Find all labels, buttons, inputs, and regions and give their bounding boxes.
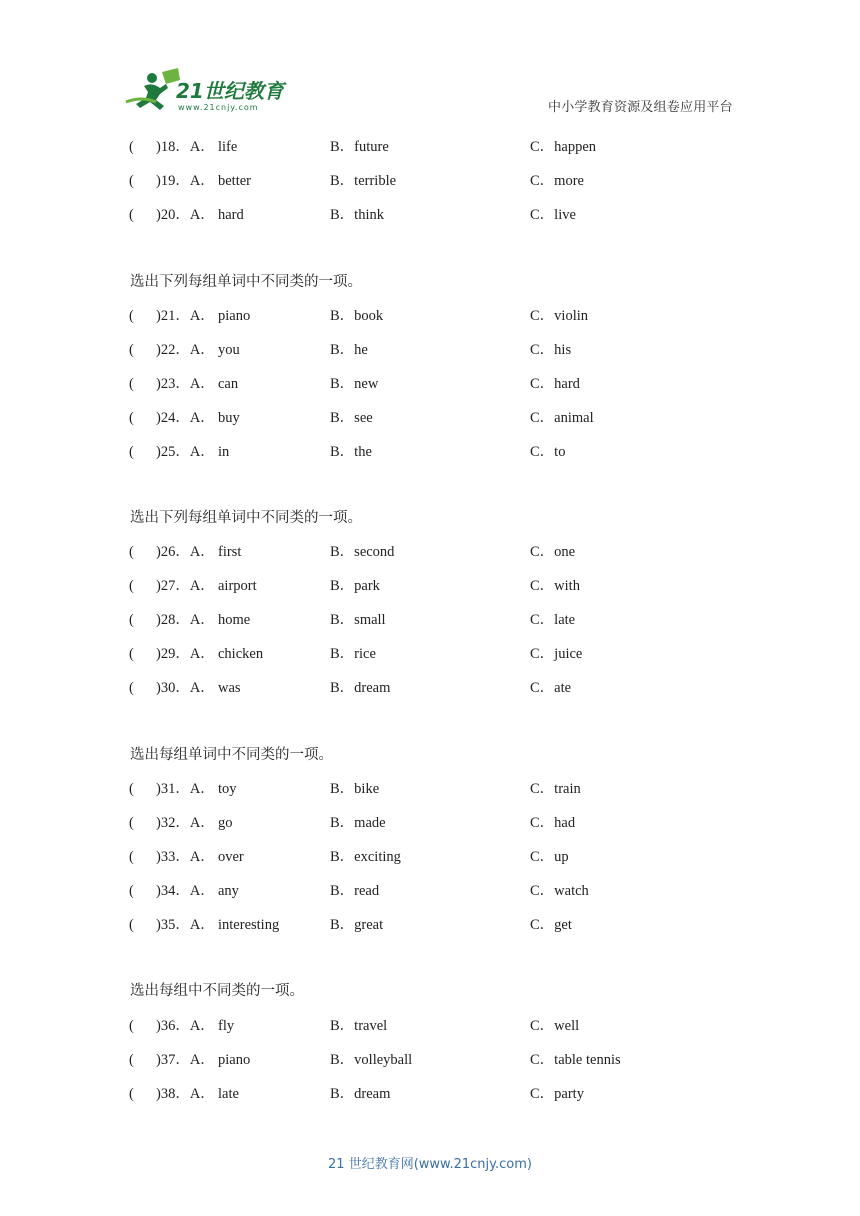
option-c: C．live (530, 207, 576, 223)
option-a: better (218, 173, 252, 189)
option-c: C．his (530, 342, 572, 358)
option-a: interesting (218, 917, 280, 933)
question-row (0, 205, 860, 225)
option-b: B．volleyball (330, 1052, 413, 1068)
question-number: )29．A． (156, 646, 215, 662)
question-number: )37．A． (156, 1052, 215, 1068)
answer-paren[interactable]: ( (129, 883, 134, 899)
section-instruction: 选出下列每组单词中不同类的一项。 (130, 274, 362, 290)
answer-paren[interactable]: ( (129, 646, 134, 662)
question-number: )20．A． (156, 207, 215, 223)
option-b: B．future (330, 139, 389, 155)
option-c: C．to (530, 444, 566, 460)
question-row (0, 881, 860, 901)
answer-paren[interactable]: ( (129, 410, 134, 426)
question-number: )27．A． (156, 578, 215, 594)
option-b: B．travel (330, 1018, 388, 1034)
runner-logo-icon (122, 66, 292, 114)
question-number: )26．A． (156, 544, 215, 560)
question-row (0, 813, 860, 833)
answer-paren[interactable]: ( (129, 308, 134, 324)
question-row (0, 442, 860, 462)
question-number: )28．A． (156, 612, 215, 628)
option-a: life (218, 139, 238, 155)
option-b: B．rice (330, 646, 376, 662)
question-number: )32．A． (156, 815, 215, 831)
question-number: )19．A． (156, 173, 215, 189)
option-a: chicken (218, 646, 264, 662)
question-row (0, 610, 860, 630)
question-number: )25．A． (156, 444, 215, 460)
option-a: hard (218, 207, 244, 223)
question-row (0, 171, 860, 191)
question-number: )33．A． (156, 849, 215, 865)
option-c: C．happen (530, 139, 597, 155)
option-c: C．one (530, 544, 576, 560)
option-a: fly (218, 1018, 235, 1034)
option-c: C．hard (530, 376, 580, 392)
question-number: )22．A． (156, 342, 215, 358)
option-a: toy (218, 781, 237, 797)
answer-paren[interactable]: ( (129, 173, 134, 189)
question-number: )31．A． (156, 781, 215, 797)
question-number: )18．A． (156, 139, 215, 155)
option-a: was (218, 680, 241, 696)
option-a: home (218, 612, 251, 628)
answer-paren[interactable]: ( (129, 444, 134, 460)
option-b: B．dream (330, 1086, 391, 1102)
question-row (0, 1050, 860, 1070)
option-b: B．great (330, 917, 384, 933)
page-footer: 21 世纪教育网(www.21cnjy.com) (328, 1157, 532, 1172)
question-row (0, 678, 860, 698)
answer-paren[interactable]: ( (129, 1018, 134, 1034)
option-a: airport (218, 578, 257, 594)
question-row (0, 644, 860, 664)
option-c: C．had (530, 815, 576, 831)
question-number: )21．A． (156, 308, 215, 324)
option-b: B．park (330, 578, 380, 594)
option-a: buy (218, 410, 240, 426)
question-row (0, 340, 860, 360)
option-a: late (218, 1086, 239, 1102)
option-b: B．terrible (330, 173, 397, 189)
answer-paren[interactable]: ( (129, 139, 134, 155)
question-row (0, 1016, 860, 1036)
header-platform-name: 中小学教育资源及组卷应用平台 (548, 100, 733, 115)
question-row (0, 847, 860, 867)
option-b: B．dream (330, 680, 391, 696)
option-a: can (218, 376, 239, 392)
option-b: B．read (330, 883, 380, 899)
option-b: B．the (330, 444, 372, 460)
option-c: C．animal (530, 410, 594, 426)
answer-paren[interactable]: ( (129, 376, 134, 392)
question-number: )24．A． (156, 410, 215, 426)
page-header (0, 0, 860, 130)
option-a: piano (218, 1052, 251, 1068)
option-b: B．see (330, 410, 373, 426)
answer-paren[interactable]: ( (129, 1052, 134, 1068)
option-c: C．more (530, 173, 584, 189)
answer-paren[interactable]: ( (129, 1086, 134, 1102)
option-c: C．get (530, 917, 572, 933)
question-row (0, 408, 860, 428)
option-a: piano (218, 308, 251, 324)
answer-paren[interactable]: ( (129, 815, 134, 831)
question-row (0, 576, 860, 596)
site-logo (122, 66, 292, 114)
answer-paren[interactable]: ( (129, 342, 134, 358)
option-b: B．he (330, 342, 368, 358)
option-a: in (218, 444, 230, 460)
question-row (0, 374, 860, 394)
answer-paren[interactable]: ( (129, 917, 134, 933)
option-b: B．bike (330, 781, 380, 797)
answer-paren[interactable]: ( (129, 612, 134, 628)
answer-paren[interactable]: ( (129, 578, 134, 594)
option-b: B．exciting (330, 849, 401, 865)
option-a: you (218, 342, 240, 358)
question-number: )34．A． (156, 883, 215, 899)
question-number: )23．A． (156, 376, 215, 392)
answer-paren[interactable]: ( (129, 680, 134, 696)
section-instruction: 选出每组中不同类的一项。 (130, 983, 304, 999)
answer-paren[interactable]: ( (129, 544, 134, 560)
answer-paren[interactable]: ( (129, 849, 134, 865)
question-number: )35．A． (156, 917, 215, 933)
option-b: B．book (330, 308, 384, 324)
svg-text:www.21cnjy.com: www.21cnjy.com (178, 103, 259, 112)
section-instruction: 选出下列每组单词中不同类的一项。 (130, 510, 362, 526)
option-c: C．with (530, 578, 580, 594)
option-c: C．ate (530, 680, 572, 696)
question-row (0, 306, 860, 326)
option-a: go (218, 815, 233, 831)
question-row (0, 1084, 860, 1104)
option-b: B．made (330, 815, 386, 831)
question-row (0, 915, 860, 935)
option-c: C．juice (530, 646, 583, 662)
option-c: C．late (530, 612, 576, 628)
logo-wordmark: 21世纪教育 (176, 79, 284, 103)
question-row (0, 542, 860, 562)
option-c: C．train (530, 781, 581, 797)
question-number: )36．A． (156, 1018, 215, 1034)
option-a: over (218, 849, 244, 865)
option-c: C．party (530, 1086, 584, 1102)
option-c: C．up (530, 849, 569, 865)
option-b: B．new (330, 376, 379, 392)
option-a: first (218, 544, 242, 560)
question-row (0, 137, 860, 157)
question-number: )30．A． (156, 680, 215, 696)
question-number: )38．A． (156, 1086, 215, 1102)
option-c: C．watch (530, 883, 589, 899)
answer-paren[interactable]: ( (129, 781, 134, 797)
option-a: any (218, 883, 239, 899)
option-b: B．small (330, 612, 386, 628)
question-row (0, 779, 860, 799)
section-instruction: 选出每组单词中不同类的一项。 (130, 747, 333, 763)
option-c: C．table tennis (530, 1052, 621, 1068)
option-b: B．second (330, 544, 395, 560)
option-b: B．think (330, 207, 384, 223)
option-c: C．well (530, 1018, 580, 1034)
answer-paren[interactable]: ( (129, 207, 134, 223)
option-c: C．violin (530, 308, 589, 324)
